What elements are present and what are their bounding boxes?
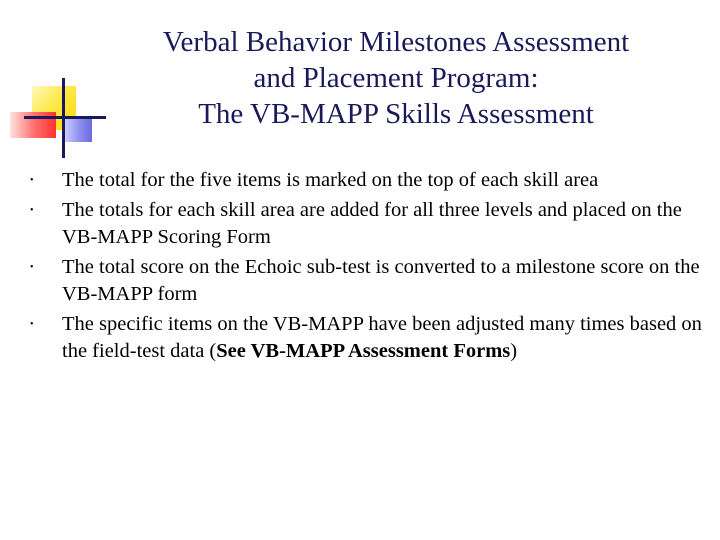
title-line-3: The VB-MAPP Skills Assessment bbox=[198, 98, 594, 130]
slide-title bbox=[120, 24, 672, 132]
bullet-item bbox=[30, 311, 702, 365]
bullet-item bbox=[30, 197, 702, 251]
logo-blue-square bbox=[64, 118, 92, 142]
bullet-dot-icon: • bbox=[30, 262, 34, 273]
bullet-item bbox=[30, 254, 702, 308]
bullet-text-after: ) bbox=[510, 340, 518, 362]
bullet-dot-icon: • bbox=[30, 319, 34, 330]
bullet-dot-icon: • bbox=[30, 175, 34, 186]
bullet-text-bold: See VB-MAPP Assessment Forms bbox=[216, 340, 511, 362]
bullet-text: The totals for each skill area are added for all three levels and placed on the VB-MAPP Scoring Form bbox=[62, 199, 682, 248]
title-line-1: Verbal Behavior Milestones Assessment bbox=[162, 26, 630, 58]
bullet-dot-icon: • bbox=[30, 205, 34, 216]
bullet-text: The total score on the Echoic sub-test is converted to a milestone score on the VB-MAPP form bbox=[62, 256, 700, 305]
title-line-2: and Placement Program: bbox=[253, 62, 539, 94]
bullet-list bbox=[30, 167, 702, 368]
bullet-text: The total for the five items is marked on the top of each skill area bbox=[62, 169, 599, 191]
logo-horizontal-line bbox=[24, 116, 106, 119]
bullet-text-before: The specific items on the VB-MAPP have been adjusted many times based on the field-test data ( bbox=[62, 313, 702, 362]
bullet-item bbox=[30, 167, 702, 194]
